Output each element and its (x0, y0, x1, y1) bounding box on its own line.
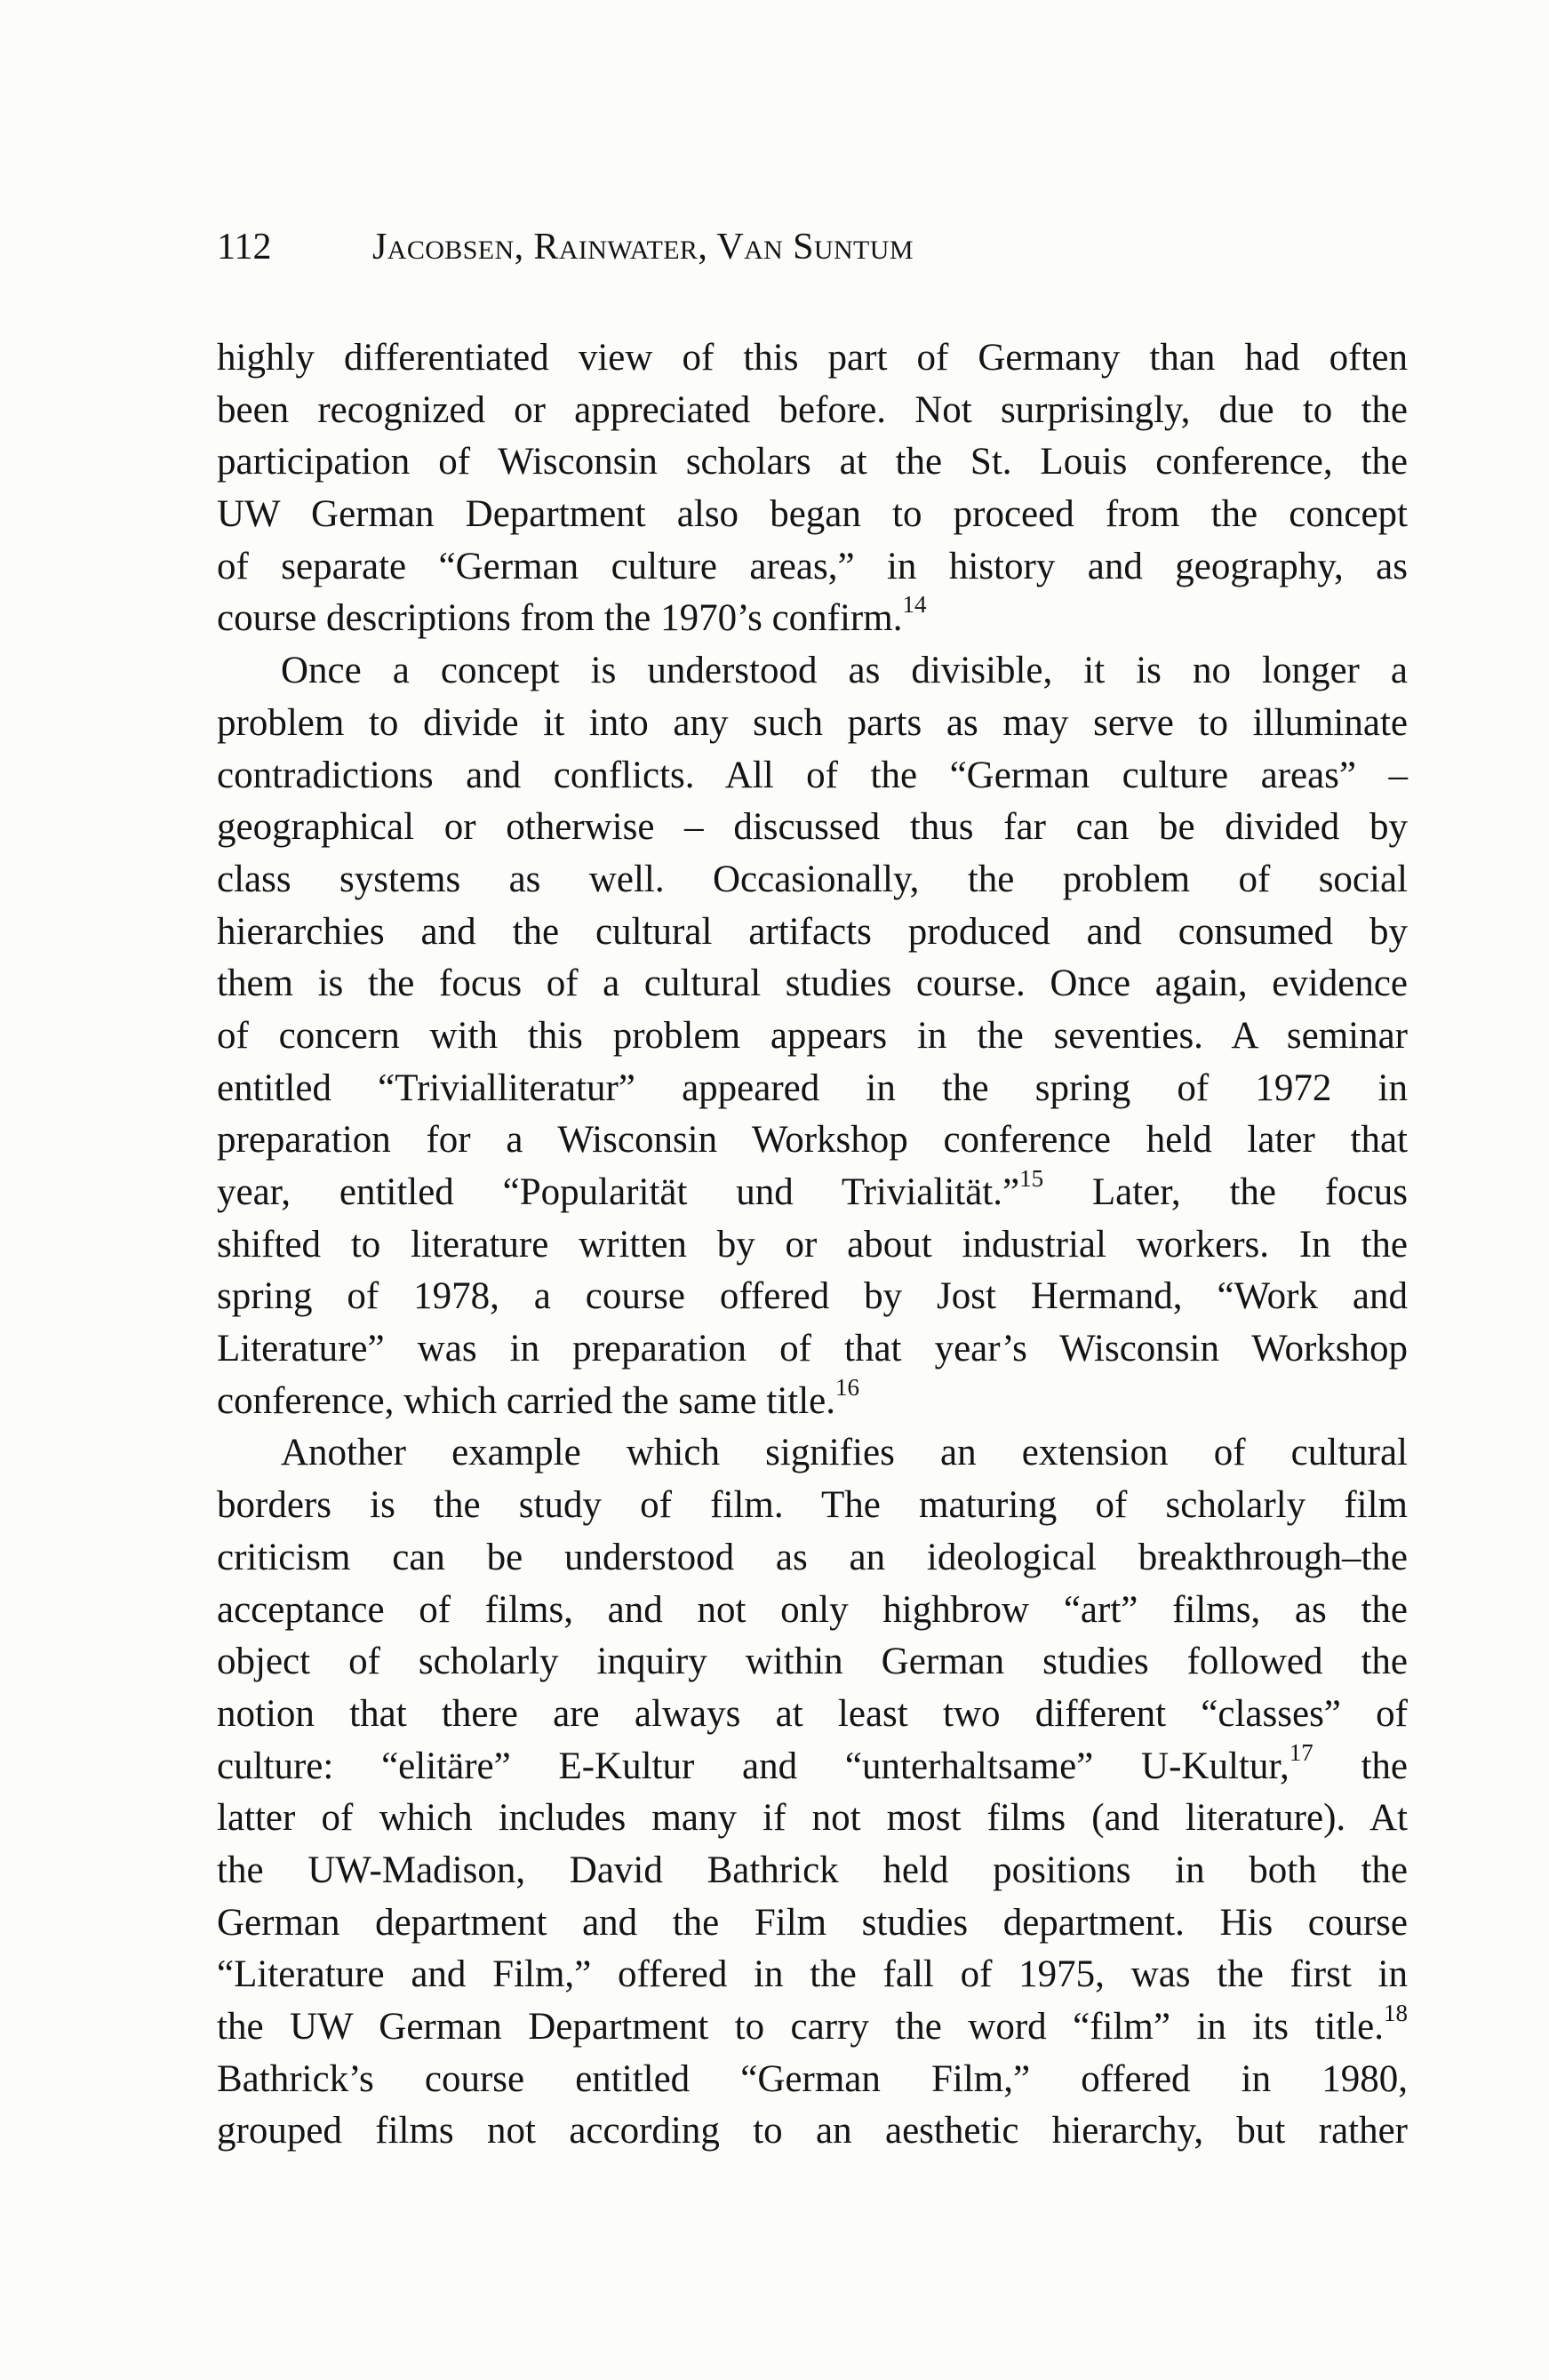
text-line: participation of Wisconsin scholars at the St. Louis conference, the (217, 441, 1408, 483)
running-head (217, 220, 1408, 274)
text-line: culture: “elitäre” E-Kultur and “unterhaltsame” U-Kultur,$^{17}$ the (217, 1738, 1408, 1787)
text-line: notion that there are always at least two different “classes” of (217, 1692, 1408, 1735)
text-line: the UW-Madison, David Bathrick held positions in both the (217, 1849, 1408, 1891)
text-line: class systems as well. Occasionally, the problem of social (217, 858, 1408, 900)
text-line: course descriptions from the 1970’s confirm.$^{14}$ (217, 591, 927, 640)
footnote-ref: 16 (835, 1373, 859, 1401)
text-line: German department and the Film studies department. His course (217, 1901, 1408, 1944)
book-page (217, 220, 1408, 2158)
text-line: problem to divide it into any such parts as may serve to illuminate (217, 701, 1408, 744)
text-line: “Literature and Film,” offered in the fall of 1975, was the first in (217, 1953, 1408, 1996)
text-line: Another example which signifies an extension of cultural (281, 1432, 1408, 1474)
author-name: JACOBSEN (372, 227, 515, 268)
text-line: entitled “Trivialliteratur” appeared in the spring of 1972 in (217, 1066, 1408, 1109)
footnote-ref: 17 (1289, 1738, 1313, 1766)
text-line: year, entitled “Popularität und Trivialität.”$^{15}$ Later, the focus (217, 1165, 1408, 1213)
running-title: JACOBSEN, RAINWATER, VAN SUNTUM (372, 227, 914, 268)
footnote-ref: 15 (1019, 1165, 1044, 1192)
text-line: of concern with this problem appears in the seventies. A seminar (217, 1014, 1408, 1057)
text-line: hierarchies and the cultural artifacts produced and consumed by (217, 910, 1408, 953)
text-line: preparation for a Wisconsin Workshop conference held later that (217, 1119, 1408, 1162)
text-line: conference, which carried the same title.$^{16}$ (217, 1373, 859, 1422)
text-line: Bathrick’s course entitled “German Film,” offered in 1980, (217, 2057, 1408, 2100)
text-line: contradictions and conflicts. All of the “German culture areas” – (217, 754, 1408, 796)
footnote-ref: 18 (1384, 2000, 1408, 2026)
author-name: VAN SUNTUM (716, 227, 914, 268)
text-line: highly differentiated view of this part of Germany than had often (217, 337, 1408, 379)
text-line: the UW German Department to carry the word “film” in its title.$^{18}$ (217, 2000, 1408, 2048)
text-line: been recognized or appreciated before. Not surprisingly, due to the (217, 388, 1408, 431)
text-line: criticism can be understood as an ideological breakthrough–the (217, 1536, 1408, 1578)
text-line: latter of which includes many if not most films (and literature). At (217, 1797, 1408, 1840)
footnote-ref: 14 (902, 591, 927, 619)
text-line: object of scholarly inquiry within German studies followed the (217, 1641, 1408, 1683)
body-text (217, 332, 1408, 2158)
text-line: spring of 1978, a course offered by Jost Hermand, “Work and (217, 1275, 1408, 1318)
text-line: UW German Department also began to proceed from the concept (217, 493, 1408, 536)
text-line: grouped films not according to an aesthetic hierarchy, but rather (217, 2110, 1408, 2152)
text-line: Literature” was in preparation of that year’s Wisconsin Workshop (217, 1328, 1408, 1370)
text-line: them is the focus of a cultural studies course. Once again, evidence (217, 962, 1408, 1005)
author-name: RAINWATER (533, 227, 699, 268)
text-line: Once a concept is understood as divisible, it is no longer a (281, 650, 1408, 692)
text-line: geographical or otherwise – discussed thus far can be divided by (217, 806, 1408, 849)
text-line: of separate “German culture areas,” in history and geography, as (217, 545, 1408, 587)
page-number: 112 (217, 227, 272, 268)
text-line: acceptance of films, and not only highbrow “art” films, as the (217, 1588, 1408, 1631)
text-line: borders is the study of film. The maturing of scholarly film (217, 1484, 1408, 1527)
text-line: shifted to literature written by or about industrial workers. In the (217, 1223, 1408, 1266)
